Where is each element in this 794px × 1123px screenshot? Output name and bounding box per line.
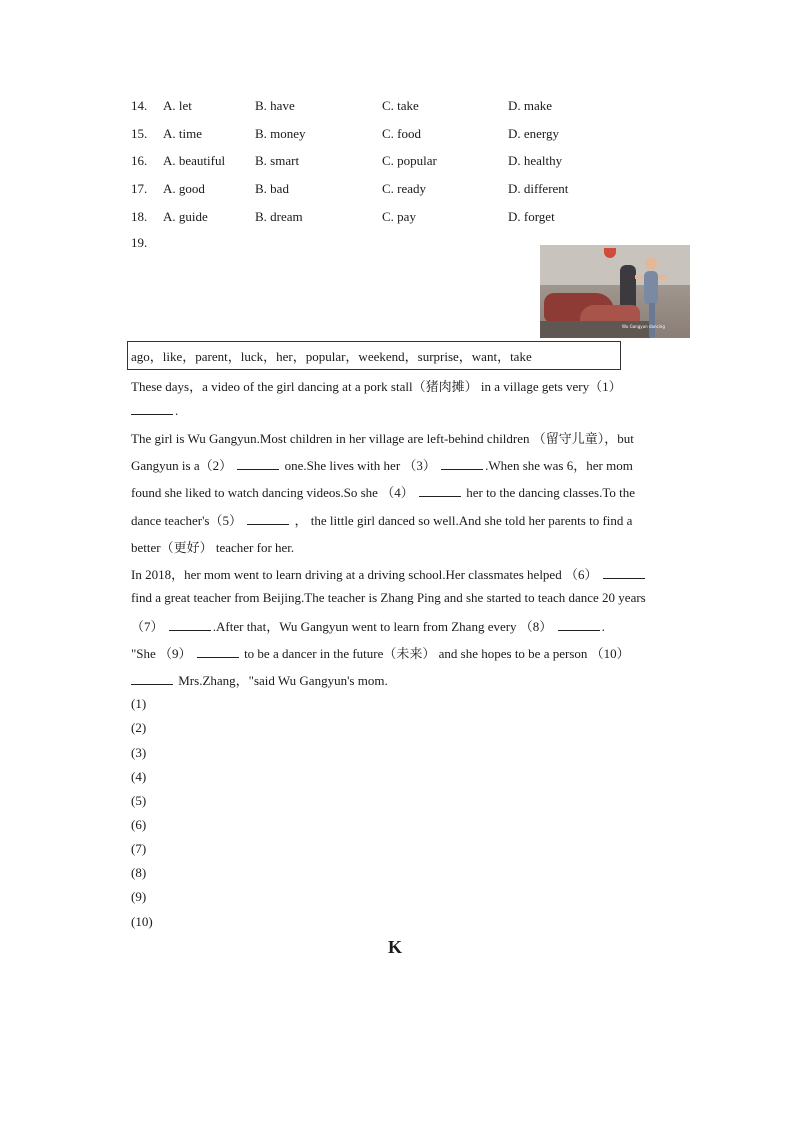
- blank-2[interactable]: [237, 458, 279, 470]
- answer-line[interactable]: (4): [131, 769, 147, 784]
- option-d[interactable]: D. different: [508, 181, 569, 196]
- question-number: 16.: [131, 153, 148, 168]
- option-a[interactable]: A. let: [163, 98, 192, 113]
- option-c[interactable]: C. ready: [382, 181, 427, 196]
- option-a[interactable]: A. guide: [163, 209, 208, 224]
- answer-line[interactable]: (2): [131, 720, 147, 735]
- option-c[interactable]: C. food: [382, 126, 421, 141]
- passage-line-12: Mrs.Zhang，"said Wu Gangyun's mom.: [131, 670, 388, 689]
- blank-6[interactable]: [603, 567, 645, 579]
- blank-8[interactable]: [558, 619, 600, 631]
- answer-line[interactable]: (8): [131, 865, 147, 880]
- photo-girl-dancing-at-pork-stall: [540, 245, 690, 338]
- question-number: 15.: [131, 126, 148, 141]
- question-number: 17.: [131, 181, 148, 196]
- blank-5[interactable]: [247, 513, 289, 525]
- blank-4[interactable]: [419, 485, 461, 497]
- option-d[interactable]: D. healthy: [508, 153, 563, 168]
- answer-line[interactable]: (10): [131, 914, 153, 929]
- option-b[interactable]: B. have: [255, 98, 295, 113]
- option-b[interactable]: B. smart: [255, 153, 300, 168]
- passage-line-7: better（更好） teacher for her.: [131, 540, 295, 555]
- question-number: 18.: [131, 209, 148, 224]
- answer-line[interactable]: (1): [131, 696, 147, 711]
- passage-line-6: dance teacher's（5） ， the little girl danced so well.And she told her parents to find a: [131, 513, 633, 528]
- option-b[interactable]: B. bad: [255, 181, 289, 196]
- question-number-19: 19.: [131, 235, 148, 250]
- word-bank-box: ago，like，parent，luck，her，popular，weekend，surprise，want，take: [127, 341, 621, 370]
- option-c[interactable]: C. pay: [382, 209, 416, 224]
- passage-line-10: （7） .After that，Wu Gangyun went to learn from Zhang every （8） .: [131, 619, 605, 634]
- option-a[interactable]: A. good: [163, 181, 205, 196]
- photo-caption: Wu Gangyun dancing: [622, 324, 665, 329]
- option-a[interactable]: A. time: [163, 126, 202, 141]
- option-c[interactable]: C. take: [382, 98, 419, 113]
- answer-line[interactable]: (6): [131, 817, 147, 832]
- option-b[interactable]: B. dream: [255, 209, 303, 224]
- blank-1[interactable]: [131, 403, 173, 415]
- passage-line-9: find a great teacher from Beijing.The teacher is Zhang Ping and she started to teach dance 20 years: [131, 590, 646, 605]
- section-letter: K: [388, 937, 403, 957]
- blank-7[interactable]: [169, 619, 211, 631]
- blank-3[interactable]: [441, 458, 483, 470]
- passage-line-1: These days，a video of the girl dancing at a pork stall（猪肉摊） in a village gets very（1）: [131, 379, 622, 394]
- answer-line[interactable]: (3): [131, 745, 147, 760]
- answer-line[interactable]: (5): [131, 793, 147, 808]
- passage-line-5: found she liked to watch dancing videos.So she （4） her to the dancing classes.To the: [131, 485, 635, 500]
- answer-line[interactable]: (7): [131, 841, 147, 856]
- blank-9[interactable]: [197, 646, 239, 658]
- option-c[interactable]: C. popular: [382, 153, 437, 168]
- blank-10[interactable]: [131, 673, 173, 685]
- option-a[interactable]: A. beautiful: [163, 153, 226, 168]
- passage-line-2: .: [131, 403, 178, 419]
- passage-line-8: In 2018，her mom went to learn driving at a driving school.Her classmates helped （6）: [131, 564, 647, 583]
- option-d[interactable]: D. make: [508, 98, 553, 113]
- option-d[interactable]: D. energy: [508, 126, 560, 141]
- passage-line-11: "She （9） to be a dancer in the future（未来） and she hopes to be a person （10）: [131, 646, 630, 661]
- passage-line-4: Gangyun is a（2） one.She lives with her （3） .When she was 6，her mom: [131, 458, 633, 473]
- question-number: 14.: [131, 98, 148, 113]
- passage-line-3: The girl is Wu Gangyun.Most children in her village are left-behind children （留守儿童），but: [131, 431, 634, 446]
- option-b[interactable]: B. money: [255, 126, 306, 141]
- answer-line[interactable]: (9): [131, 889, 147, 904]
- option-d[interactable]: D. forget: [508, 209, 555, 224]
